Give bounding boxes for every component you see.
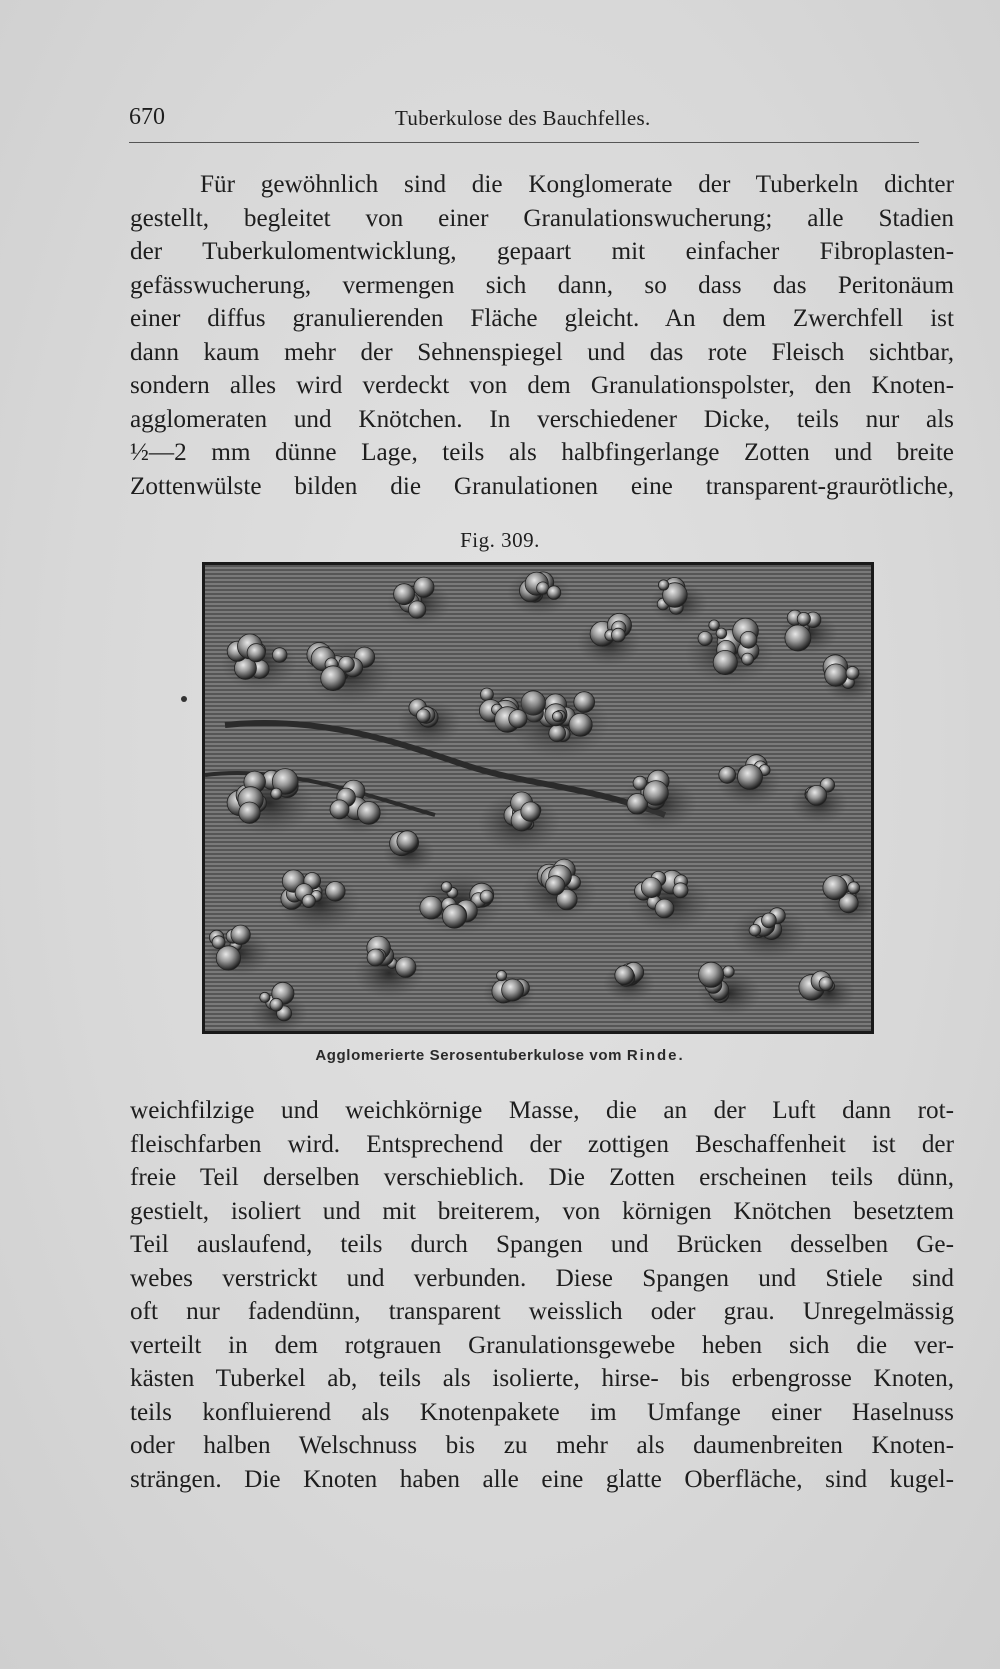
text-line: ½—2 mm dünne Lage, teils als halbfingerlange Zotten und breite	[130, 439, 954, 466]
text-line: kästen Tuberkel ab, teils als isolierte, hirse- bis erbengrosse Knoten,	[130, 1365, 954, 1392]
text-line: strängen. Die Knoten haben alle eine glatte Oberfläche, sind kugel-	[130, 1465, 954, 1493]
figure-engraving	[202, 562, 874, 1034]
text-line: oder halben Welschnuss bis zu mehr als daumenbreiten Knoten-	[130, 1432, 954, 1459]
text-line: Zottenwülste bilden die Granulationen eine transparent-graurötliche,	[130, 472, 954, 500]
body-text-bottom	[130, 1094, 954, 1496]
text-line: gefässwucherung, vermengen sich dann, so dass das Peritonäum	[130, 271, 954, 299]
figure-label: Fig. 309.	[460, 528, 540, 552]
stray-ink-dot	[181, 696, 187, 702]
page-header	[129, 104, 919, 134]
text-line: einer diffus granulierenden Fläche gleicht. An dem Zwerchfell ist	[130, 305, 954, 332]
text-line: fleischfarben wird. Entsprechend der zottigen Beschaffenheit ist der	[130, 1130, 954, 1158]
text-line: gestellt, begleitet von einer Granulationswucherung; alle Stadien	[130, 204, 954, 232]
header-rule	[129, 142, 919, 143]
body-text-top	[130, 168, 954, 503]
caption-text: Agglomerierte Serosentuberkulose vom	[315, 1047, 623, 1064]
text-line: agglomeraten und Knötchen. In verschiedener Dicke, teils nur als	[130, 405, 954, 433]
caption-author: Rinde.	[626, 1047, 685, 1064]
text-line: oft nur fadendünn, transparent weisslich oder grau. Unregelmässig	[130, 1298, 954, 1325]
figure-caption	[0, 1047, 1000, 1064]
text-line: gestielt, isoliert und mit breiterem, von körnigen Knötchen besetztem	[130, 1197, 954, 1225]
text-line: teils konfluierend als Knotenpakete im Umfange einer Haselnuss	[130, 1398, 954, 1426]
text-line: weichfilzige und weichkörnige Masse, die an der Luft dann rot-	[130, 1097, 954, 1124]
text-line: der Tuberkulomentwicklung, gepaart mit einfacher Fibroplasten-	[130, 238, 954, 265]
text-line: Für gewöhnlich sind die Konglomerate der Tuberkeln dichter	[200, 171, 954, 198]
engraving-illustration	[205, 565, 871, 1031]
text-line: sondern alles wird verdeckt von dem Granulationspolster, den Knoten-	[130, 372, 954, 399]
text-line: dann kaum mehr der Sehnenspiegel und das rote Fleisch sichtbar,	[130, 338, 954, 366]
text-line: Teil auslaufend, teils durch Spangen und Brücken desselben Ge-	[130, 1231, 954, 1258]
page-number: 670	[129, 104, 165, 130]
text-line: freie Teil derselben verschieblich. Die Zotten erscheinen teils dünn,	[130, 1164, 954, 1191]
text-line: verteilt in dem rotgrauen Granulationsgewebe heben sich die ver-	[130, 1331, 954, 1359]
text-line: webes verstrickt und verbunden. Diese Spangen und Stiele sind	[130, 1264, 954, 1292]
running-title: Tuberkulose des Bauchfelles.	[395, 106, 651, 130]
